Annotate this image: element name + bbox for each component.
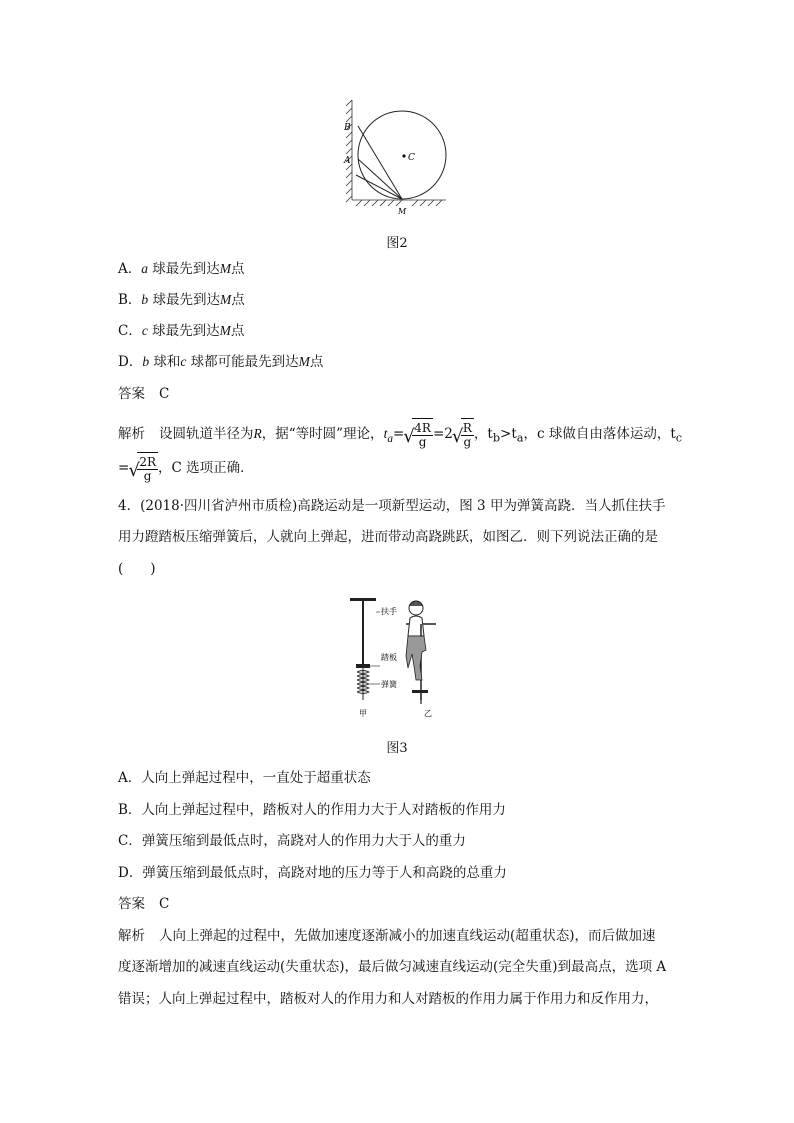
label-b: B <box>344 123 351 133</box>
q4-analysis-line1: 解析 人向上弹起的过程中，先做加速度逐渐减小的加速直线运动(超重状态)，而后做加速 <box>118 928 656 944</box>
label-handle: 扶手 <box>381 607 397 616</box>
q4-option-d: D．弹簧压缩到最低点时，高跷对地的压力等于人和高跷的总重力 <box>118 865 507 881</box>
q4-analysis-line2: 度逐渐增加的减速直线运动(失重状态)，最后做匀减速直线运动(完全失重)到最高点，选项 A <box>118 959 667 975</box>
label-spring: 弹簧 <box>381 680 397 689</box>
label-m: M <box>398 207 407 216</box>
q4-option-b: B．人向上弹起过程中，踏板对人的作用力大于人对踏板的作用力 <box>118 802 506 818</box>
figure-2-caption: 图2 <box>386 236 408 251</box>
q4-stem-line1: 4．(2018·四川省泸州市质检)高跷运动是一项新型运动，图 3 甲为弹簧高跷．当人抓住扶手 <box>118 498 666 514</box>
label-a: A <box>344 156 351 166</box>
q4-stem-line2: 用力蹬踏板压缩弹簧后，人就向上弹起，进而带动高跷跳跃，如图乙．则下列说法正确的是 <box>118 529 658 545</box>
q3-analysis-line1: 解析 设圆轨道半径为R，据“等时圆”理论，$t_a=$ √ $\frac{4R}{g}$ =2 √ $\frac{R}{g}$ ，$t_b>t_a$，c 球做自由落体运动，$t_c$ <box>118 418 682 450</box>
label-jia: 甲 <box>359 709 367 718</box>
q4-analysis-line3: 错误；人向上弹起过程中，踏板对人的作用力和人对踏板的作用力属于作用力和反作用力， <box>118 991 658 1007</box>
q4-answer: 答案 C <box>118 896 170 912</box>
q3-option-c: C．c 球最先到达M点 <box>118 323 245 339</box>
figure-2-diagram <box>338 96 456 216</box>
q3-option-d: D．b 球和c 球都可能最先到达M点 <box>118 354 324 370</box>
label-pedal: 踏板 <box>381 653 397 662</box>
figure-3-diagram <box>346 592 446 722</box>
q4-option-c: C．弹簧压缩到最低点时，高跷对人的作用力大于人的重力 <box>118 833 466 849</box>
q4-option-a: A．人向上弹起过程中，一直处于超重状态 <box>118 770 371 786</box>
q3-option-b: B．b 球最先到达M点 <box>118 292 245 308</box>
q4-stem-line3: ( ) <box>118 561 156 577</box>
figure-3-caption: 图3 <box>386 741 408 756</box>
label-c: C <box>408 153 415 163</box>
label-yi: 乙 <box>424 709 432 718</box>
q3-answer: 答案 C <box>118 386 170 402</box>
q3-analysis-line2: = √ $\frac{2R}{g}$ ，C 选项正确． <box>118 452 254 484</box>
q3-option-a: A．a 球最先到达M点 <box>118 261 245 277</box>
